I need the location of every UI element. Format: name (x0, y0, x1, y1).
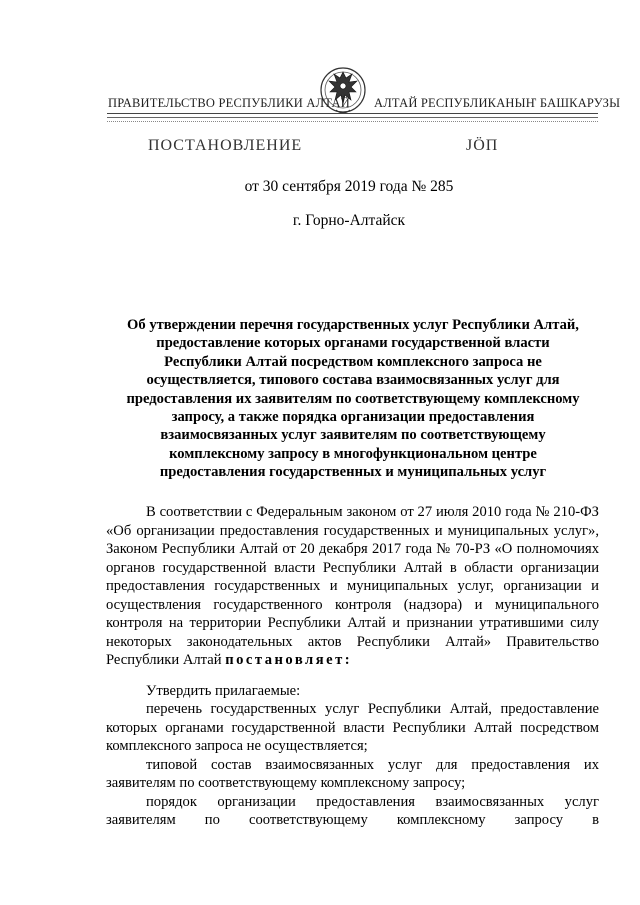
approved-documents-list (106, 700, 599, 830)
title-line: Республики Алтай посредством комплексного запроса не (164, 353, 542, 370)
header-divider (107, 113, 598, 114)
header-divider (107, 117, 598, 118)
title-line: запросу, а также порядка организации предоставления (171, 409, 535, 426)
document-type-ru: ПОСТАНОВЛЕНИЕ (148, 137, 303, 154)
list-item: перечень государственных услуг Республики Алтай, предоставление которых органами государственной власти Республики Алтай посредством комплексного запроса не осуществляется; (106, 701, 599, 754)
title-line: взаимосвязанных услуг заявителям по соответствующему (160, 427, 546, 444)
title-line: Об утверждении перечня государственных услуг Республики Алтай, (127, 317, 579, 333)
document-city: г. Горно-Алтайск (292, 212, 406, 229)
title-line: предоставления их заявителям по соответствующему комплексному (126, 390, 580, 407)
document-date-number: от 30 сентября 2019 года № 285 (244, 178, 454, 195)
title-line: комплексному запросу в многофункциональном центре (169, 445, 537, 462)
document-type-alt: ЈӦП (466, 137, 499, 154)
document-title (108, 316, 598, 482)
list-item: типовой состав взаимосвязанных услуг для предоставления их заявителям по соответствующему комплексному запросу; (106, 756, 599, 791)
title-line: осуществляется, типового состава взаимосвязанных услуг для (146, 372, 560, 389)
header-left-text: ПРАВИТЕЛЬСТВО РЕСПУБЛИКИ АЛТАЙ (108, 96, 350, 110)
title-line: предоставления государственных и муниципальных услуг (159, 464, 547, 481)
preamble-emphasis: постановляет: (225, 652, 353, 668)
preamble-text: В соответствии с Федеральным законом от 27 июля 2010 года № 210-ФЗ «Об организации предоставления государственных и муниципальных услуг», Законом Республики Алтай от 20 декабря 2017 года № 70-РЗ «О полномочиях органов государственной власти Республики Алтай в области организации предоставления государственных и муниципальных услуг, организации и осуществления государственного контроля (надзора) и муниципального контроля на территории Республики Алтай и признании утратившими силу некоторых законодательных актов Республики Алтай» Правительство Республики Алтай (106, 504, 599, 668)
approve-paragraph: Утвердить прилагаемые: (146, 683, 301, 699)
header-divider (107, 121, 598, 122)
title-line: предоставление которых органами государственной власти (156, 335, 550, 352)
list-item: порядок организации предоставления взаимосвязанных услуг заявителям по соответствующему комплексному запросу в (106, 793, 599, 828)
preamble-paragraph (106, 503, 599, 670)
header-right-text: АЛТАЙ РЕСПУБЛИКАНЫҤ БАШКАРУЗЫ (374, 96, 621, 110)
